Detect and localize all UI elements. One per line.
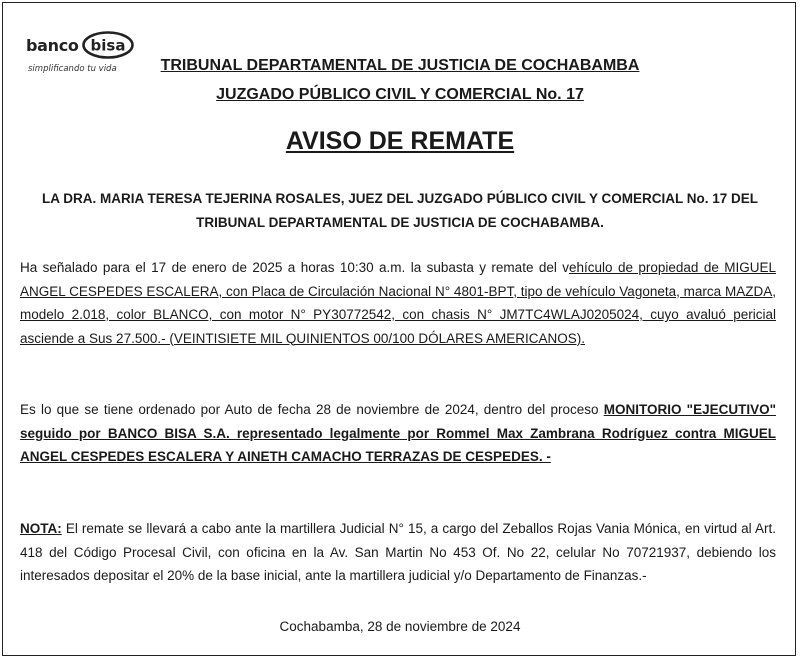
judge-statement: LA DRA. MARIA TERESA TEJERINA ROSALES, JUEZ DEL JUZGADO PÚBLICO CIVIL Y COMERCIAL No. 17 DEL TRIBUNAL DEPARTAMENTAL DE JUSTICIA DE COCHABAMBA. — [41, 191, 759, 230]
court-division: JUZGADO PÚBLICO CIVIL Y COMERCIAL No. 17 — [216, 86, 584, 103]
vehicle-details: ehículo de propiedad de MIGUEL ANGEL CESPEDES ESCALERA, con Placa de Circulación Nacional N° 4801-BPT, tipo de vehículo Vagoneta, marca MAZDA, modelo 2.018, color BLANCO, con motor N° PY30772542, con chasis N° JM7TC4WLAJ0205024, cuyo avaluó pericial asciende a Sus 27.500.- (VEINTISIETE MIL QUINIENTOS 00/100 DÓLARES AMERICANOS). — [20, 260, 776, 346]
place-date: Cochabamba, 28 de noviembre de 2024 — [279, 619, 521, 634]
note-paragraph — [20, 517, 776, 588]
note-label: NOTA: — [20, 521, 62, 536]
svg-text:bisa: bisa — [90, 36, 126, 55]
logo-tagline: simplificando tu vida — [28, 64, 117, 74]
court-name: TRIBUNAL DEPARTAMENTAL DE JUSTICIA DE COCHABAMBA — [160, 57, 640, 74]
note-text: El remate se llevará a cabo ante la martillera Judicial N° 15, a cargo del Zeballos Rojas Vania Mónica, en virtud al Art. 418 del Código Procesal Civil, con oficina en la Av. San Martin No 453 Of. No 22, celular No 70721937, debiendo los interesados depositar el 20% de la base inicial, ante la martillera judicial y/o Departamento de Finanzas.- — [20, 521, 776, 583]
order-paragraph — [20, 398, 776, 469]
bisa-logo-mark-icon — [82, 31, 134, 59]
auction-intro: Ha señalado para el 17 de enero de 2025 a horas 10:30 a.m. la subasta y remate del v — [20, 260, 570, 275]
page-title: AVISO DE REMATE — [285, 127, 515, 155]
auction-paragraph — [20, 256, 776, 350]
order-intro: Es lo que se tiene ordenado por Auto de fecha 28 de noviembre de 2024, dentro del proceso — [20, 402, 604, 417]
process-details: MONITORIO "EJECUTIVO" seguido por BANCO BISA S.A. representado legalmente por Rommel Max Zambrana Rodríguez contra MIGUEL ANGEL CESPEDES ESCALERA Y AINETH CAMACHO TERRAZAS DE CESPEDES. - — [20, 402, 776, 464]
logo-brand-text: banco — [26, 36, 79, 55]
